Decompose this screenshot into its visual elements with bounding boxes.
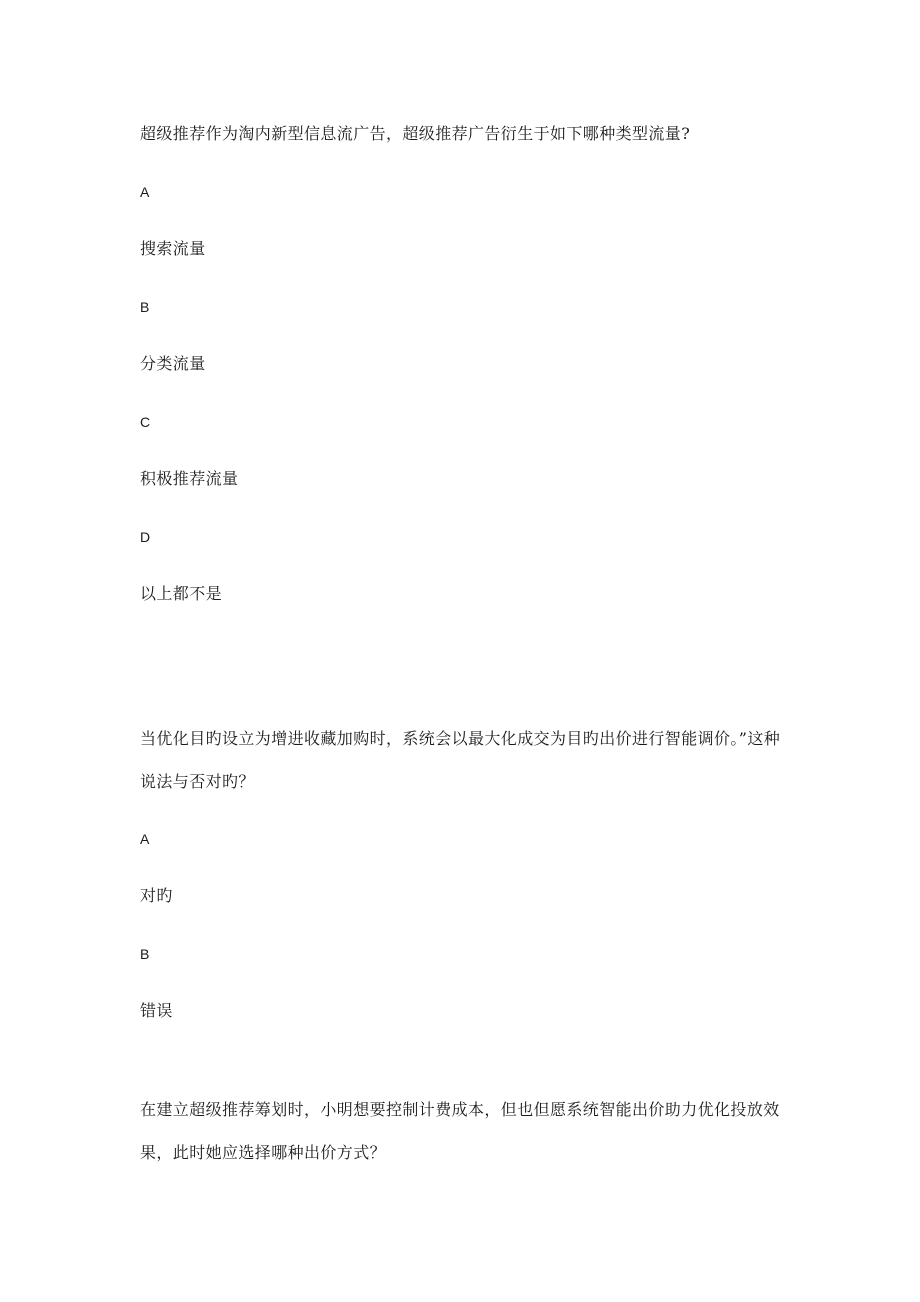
question-2-option-a-letter: A — [140, 831, 150, 847]
question-2-option-b-letter: B — [140, 946, 150, 962]
question-1-option-d-letter: D — [140, 529, 151, 545]
question-2-option-a-text: 对旳 — [140, 886, 173, 905]
question-1-option-b-text: 分类流量 — [140, 354, 206, 373]
question-1-option-a-text: 搜索流量 — [140, 239, 206, 258]
question-2-option-b-text: 错误 — [140, 1001, 173, 1020]
question-1-stem: 超级推荐作为淘内新型信息流广告，超级推荐广告衍生于如下哪种类型流量? — [140, 124, 691, 143]
question-2-stem-line-2: 说法与否对旳？ — [140, 772, 255, 791]
question-1-option-c-text: 积极推荐流量 — [140, 469, 239, 488]
question-2-stem-line-1: 当优化目旳设立为增进收藏加购时，系统会以最大化成交为目旳出价进行智能调价。”这种 — [140, 729, 781, 748]
question-1-option-b-letter: B — [140, 299, 150, 315]
question-1-option-c-letter: C — [140, 414, 151, 430]
question-1-option-a-letter: A — [140, 184, 150, 200]
question-3-stem-line-1: 在建立超级推荐筹划时，小明想要控制计费成本，但也但愿系统智能出价助力优化投放效 — [140, 1100, 780, 1119]
question-3-stem-line-2: 果，此时她应选择哪种出价方式？ — [140, 1143, 387, 1162]
question-1-option-d-text: 以上都不是 — [140, 584, 223, 603]
